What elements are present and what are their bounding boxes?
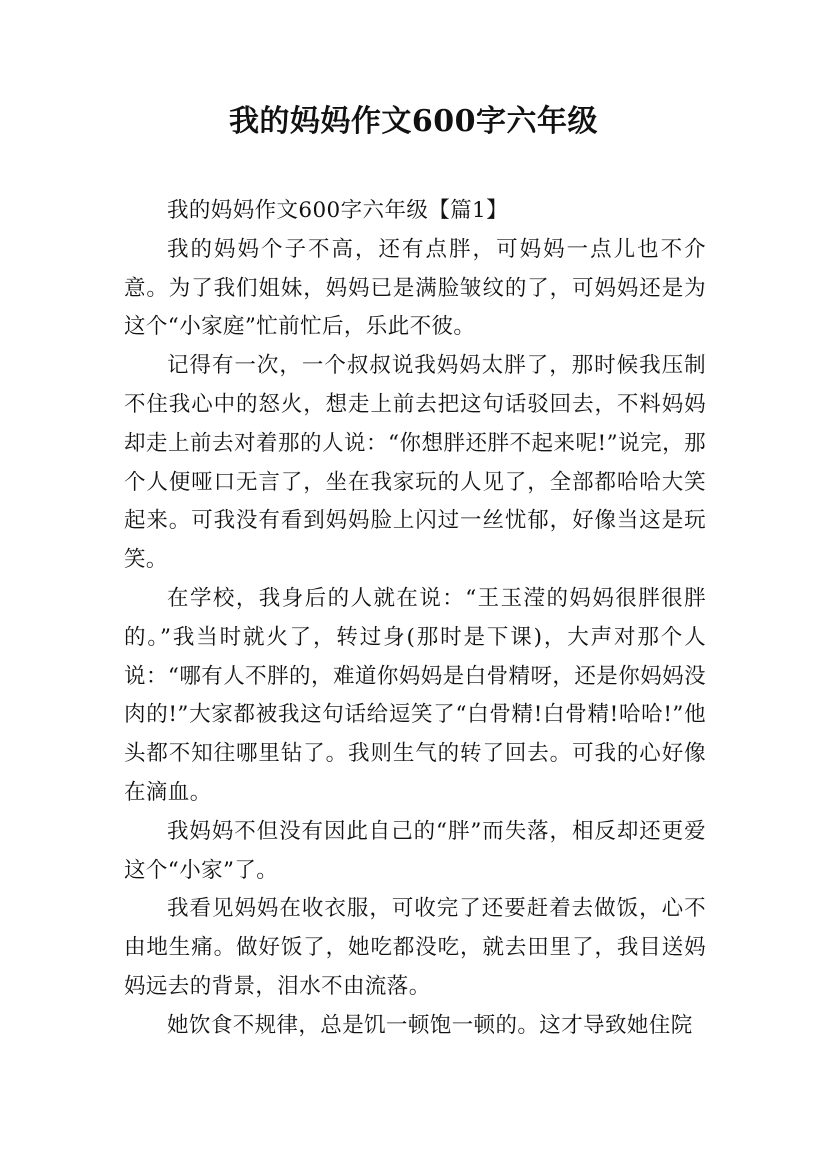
paragraph: 在学校，我身后的人就在说：“王玉滢的妈妈很胖很胖的。”我当时就火了，转过身(那时是下课)，大声对那个人说：“哪有人不胖的，难道你妈妈是白骨精呀，还是你妈妈没肉的!”大家都被我这句话给逗笑了“白骨精!白骨精!哈哈!”他头都不知往哪里钻了。我则生气的转了回去。可我的心好像在滴血。 <box>124 585 706 805</box>
document-body <box>124 192 706 1046</box>
document-title: 我的妈妈作文600字六年级 <box>228 104 599 139</box>
paragraph: 她饮食不规律，总是饥一顿饱一顿的。这才导致她住院 <box>167 1012 693 1038</box>
paragraph: 我看见妈妈在收衣服，可收完了还要赶着去做饭，心不由地生痛。做好饭了，她吃都没吃，就去田里了，我目送妈妈远去的背景，泪水不由流落。 <box>124 896 706 999</box>
paragraph-heading: 我的妈妈作文600字六年级【篇1】 <box>167 198 509 223</box>
paragraph: 我妈妈不但没有因此自己的“胖”而失落，相反却还更爱这个“小家”了。 <box>124 818 706 883</box>
paragraph: 我的妈妈个子不高，还有点胖，可妈妈一点儿也不介意。为了我们姐妹，妈妈已是满脸皱纹的了，可妈妈还是为这个“小家庭”忙前忙后，乐此不彼。 <box>124 236 706 340</box>
paragraph: 记得有一次，一个叔叔说我妈妈太胖了，那时候我压制不住我心中的怒火，想走上前去把这句话驳回去，不料妈妈却走上前去对着那的人说：“你想胖还胖不起来呢!”说完，那个人便哑口无言了，坐在我家玩的人见了，全部都哈哈大笑起来。可我没有看到妈妈脸上闪过一丝忧郁，好像当这是玩笑。 <box>124 353 706 573</box>
